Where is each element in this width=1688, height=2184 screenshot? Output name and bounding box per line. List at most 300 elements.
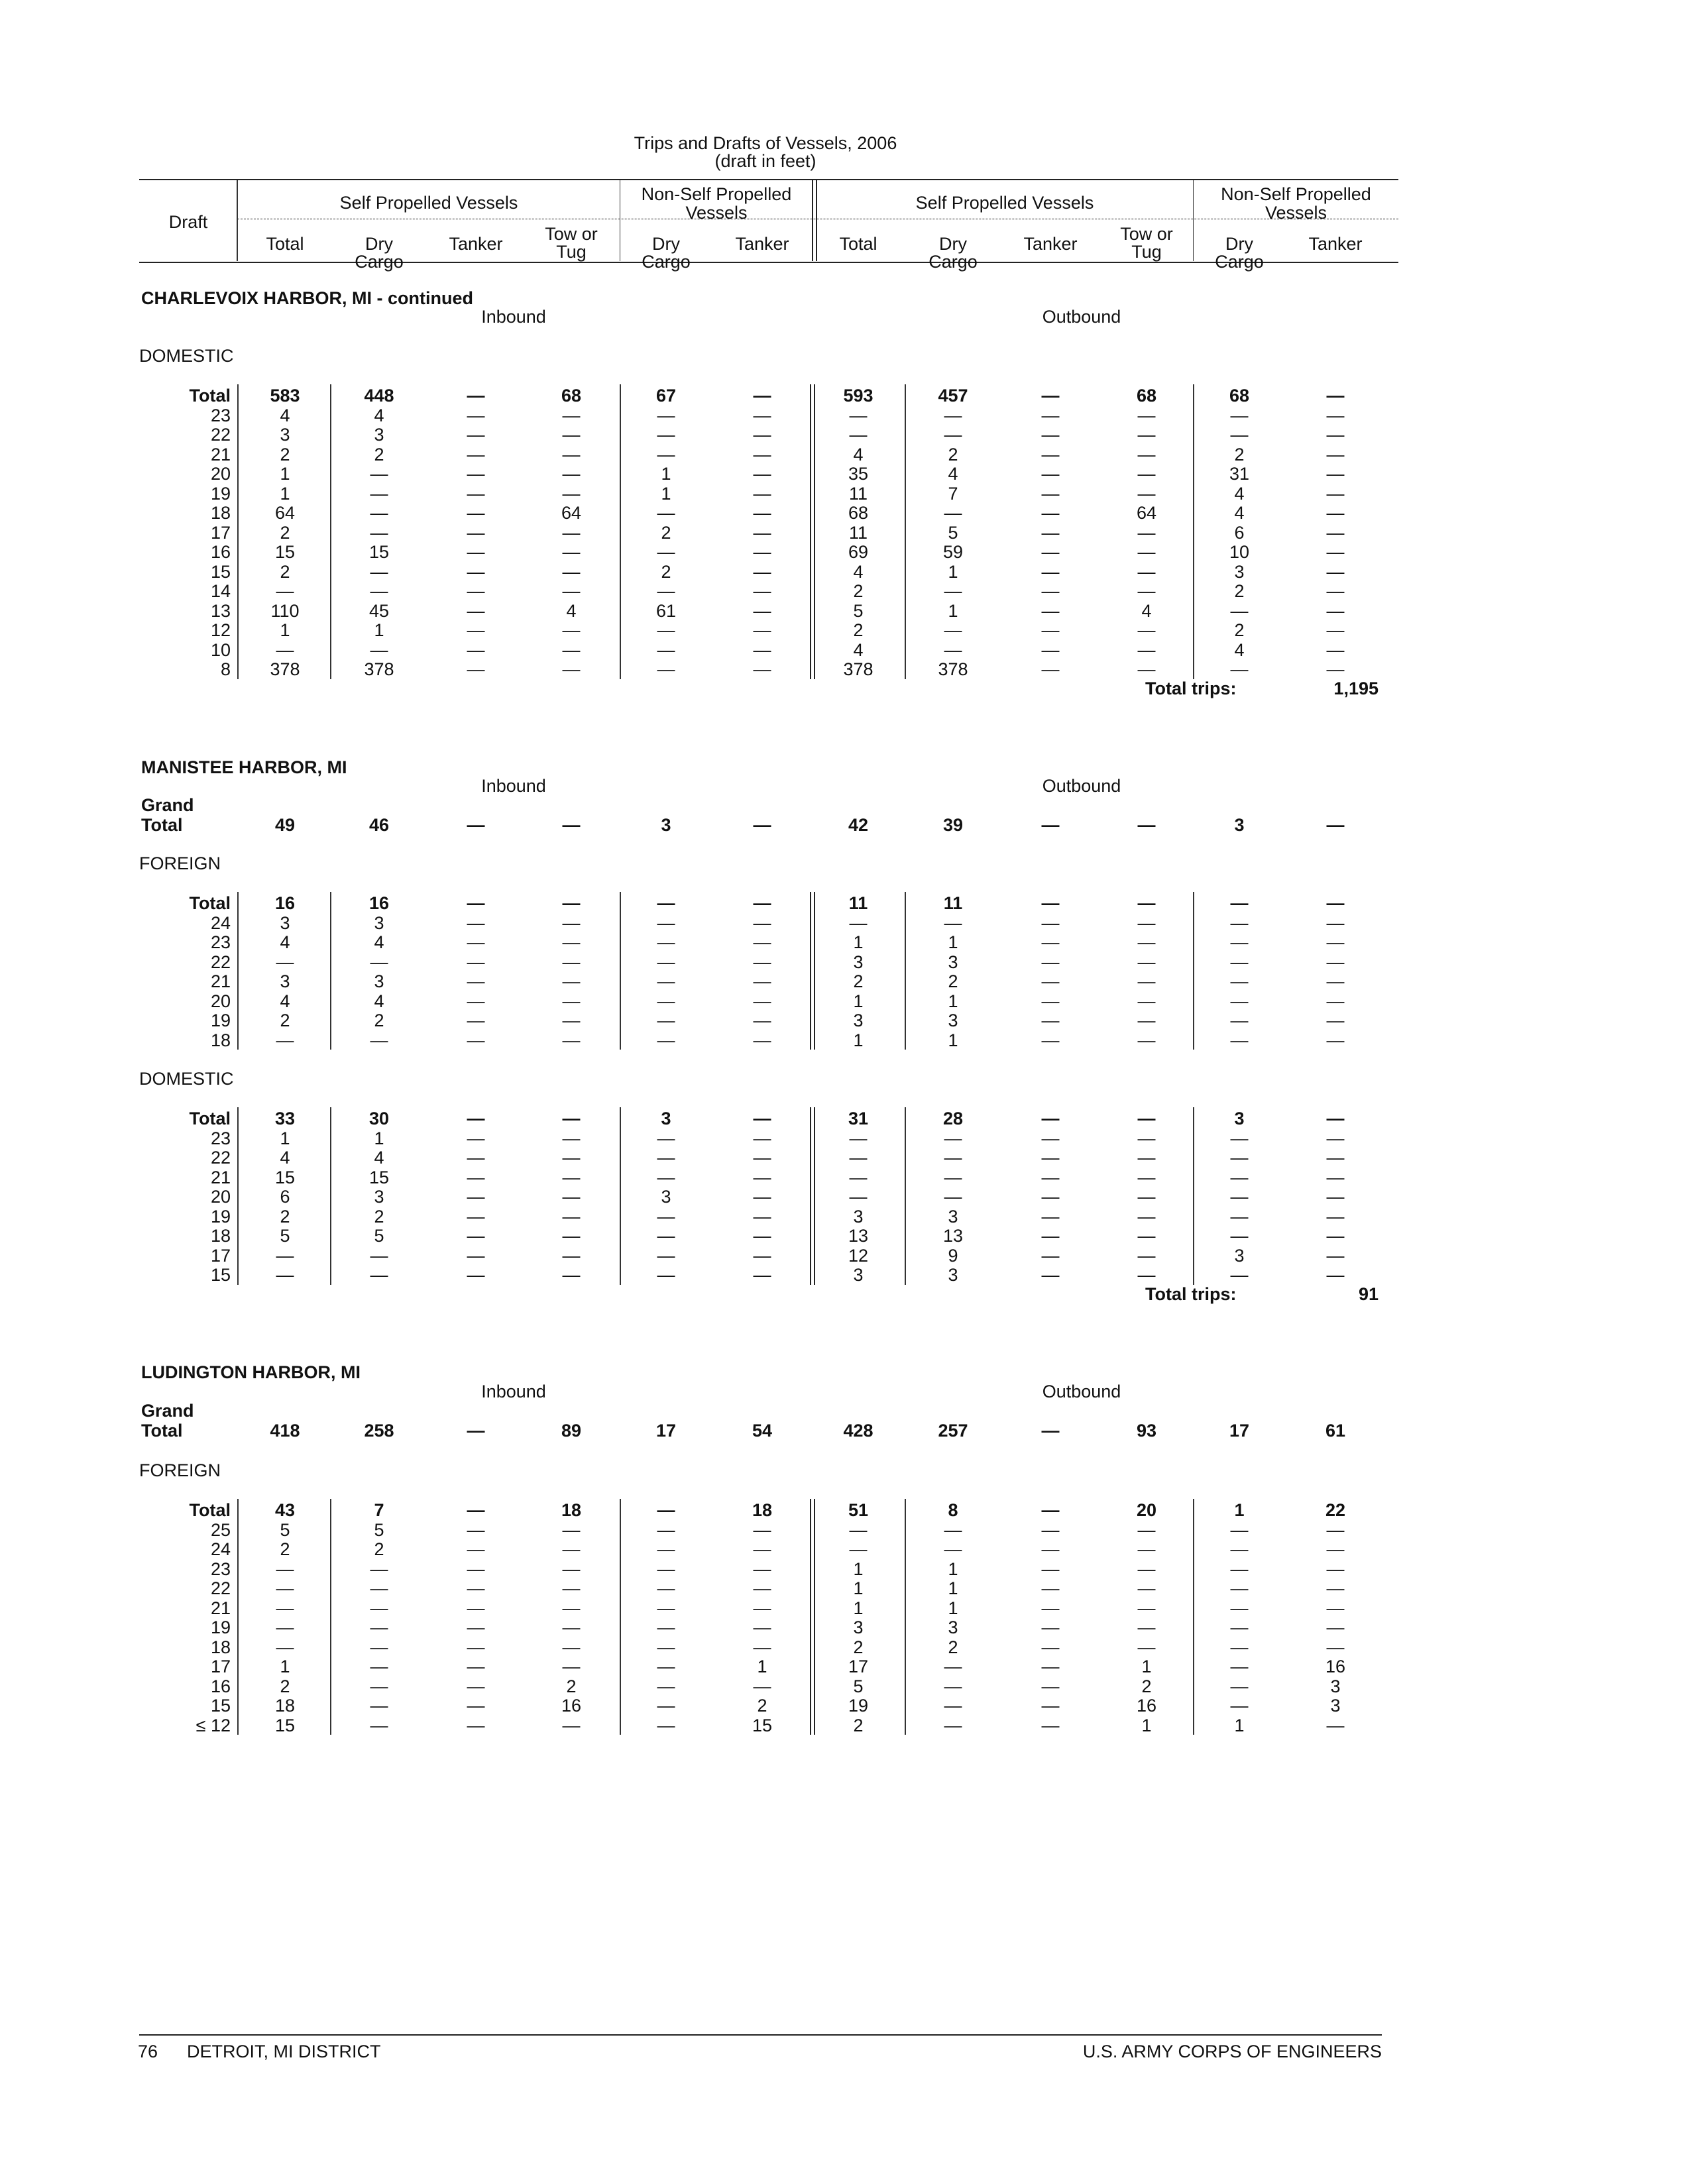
- value-cell: —: [1137, 1245, 1156, 1266]
- value-cell: —: [562, 1598, 581, 1618]
- value-cell: —: [1230, 659, 1249, 679]
- value-cell: —: [944, 1187, 962, 1207]
- grand-total-label: Grand: [141, 1401, 194, 1421]
- value-cell: —: [467, 639, 485, 660]
- value-cell: 16: [561, 1696, 582, 1716]
- value-cell: 1: [1141, 1657, 1152, 1676]
- value-cell: —: [1137, 932, 1156, 952]
- value-cell: —: [467, 971, 485, 991]
- column-rule: [237, 1107, 239, 1285]
- value-cell: 4: [374, 991, 384, 1011]
- value-cell: —: [1326, 1167, 1345, 1187]
- value-cell: —: [370, 503, 388, 523]
- grand-total-cell: 17: [655, 1421, 677, 1441]
- value-cell: —: [1326, 444, 1345, 464]
- draft-cell: 25: [210, 1519, 231, 1540]
- value-cell: —: [562, 620, 581, 640]
- value-cell: —: [1230, 912, 1249, 933]
- value-cell: —: [849, 1187, 868, 1207]
- value-cell: —: [944, 1657, 962, 1676]
- value-cell: —: [657, 1578, 675, 1598]
- value-cell: 2: [1234, 444, 1245, 464]
- value-cell: 11: [848, 522, 868, 543]
- column-rule: [810, 1107, 815, 1285]
- draft-cell: 18: [210, 1637, 231, 1657]
- grand-total-cell: —: [467, 815, 485, 835]
- value-cell: —: [944, 1676, 962, 1696]
- value-cell: —: [753, 1637, 771, 1657]
- non-self-propelled-header-inbound: Non-Self Propelled: [641, 184, 792, 204]
- value-cell: —: [1137, 1265, 1156, 1285]
- value-cell: —: [849, 1148, 868, 1168]
- value-cell: —: [1137, 542, 1156, 562]
- value-cell: 3: [661, 1187, 671, 1207]
- value-cell: —: [753, 971, 771, 991]
- value-cell: —: [753, 659, 771, 679]
- draft-cell: 17: [210, 522, 231, 543]
- value-cell: 1: [948, 1030, 958, 1050]
- value-cell: —: [657, 1206, 675, 1227]
- value-cell: —: [1326, 893, 1345, 913]
- value-cell: —: [370, 1558, 388, 1579]
- value-cell: —: [467, 425, 485, 445]
- non-self-propelled-header-outbound: Non-Self Propelled: [1221, 184, 1371, 204]
- value-cell: 4: [374, 932, 384, 952]
- value-cell: 22: [1325, 1500, 1346, 1520]
- value-cell: —: [562, 991, 581, 1011]
- value-cell: —: [1137, 971, 1156, 991]
- total-trips-label: Total trips:: [1145, 1284, 1237, 1304]
- value-cell: —: [944, 503, 962, 523]
- draft-cell: 23: [210, 405, 231, 425]
- value-cell: —: [370, 581, 388, 601]
- value-cell: —: [1230, 1010, 1249, 1030]
- value-cell: —: [657, 1715, 675, 1735]
- value-cell: —: [849, 425, 868, 445]
- draft-cell: 12: [210, 620, 231, 640]
- value-cell: —: [657, 1696, 675, 1716]
- value-cell: 28: [942, 1109, 964, 1128]
- value-cell: 2: [374, 444, 384, 464]
- inbound-label: Inbound: [481, 307, 546, 327]
- draft-cell: 18: [210, 1226, 231, 1246]
- value-cell: —: [657, 1148, 675, 1168]
- total-trips-label: Total trips:: [1145, 679, 1237, 698]
- block-label: DOMESTIC: [139, 1069, 234, 1089]
- value-cell: —: [1137, 620, 1156, 640]
- value-cell: 5: [280, 1226, 290, 1246]
- value-cell: —: [944, 1128, 962, 1148]
- draft-cell: 15: [210, 1696, 231, 1716]
- value-cell: —: [562, 542, 581, 562]
- value-cell: 1: [280, 483, 290, 504]
- value-cell: —: [657, 1519, 675, 1540]
- value-cell: —: [1041, 1109, 1060, 1128]
- value-cell: —: [467, 405, 485, 425]
- value-cell: 2: [280, 561, 290, 582]
- value-cell: 3: [374, 912, 384, 933]
- value-cell: 31: [848, 1109, 869, 1128]
- value-cell: —: [753, 1519, 771, 1540]
- value-cell: —: [1041, 542, 1060, 562]
- value-cell: —: [1041, 639, 1060, 660]
- value-cell: —: [562, 522, 581, 543]
- value-cell: —: [1041, 1617, 1060, 1637]
- value-cell: —: [753, 444, 771, 464]
- value-cell: —: [1230, 1696, 1249, 1716]
- grand-total-cell: —: [753, 815, 771, 835]
- value-cell: 2: [661, 561, 671, 582]
- value-cell: —: [753, 932, 771, 952]
- value-cell: 2: [1141, 1676, 1152, 1696]
- value-cell: —: [1326, 1558, 1345, 1579]
- value-cell: 3: [948, 1617, 958, 1637]
- value-cell: 593: [843, 386, 873, 406]
- value-cell: —: [657, 1128, 675, 1148]
- value-cell: 68: [1229, 386, 1250, 406]
- column-rule: [620, 1107, 621, 1285]
- value-cell: —: [1041, 1676, 1060, 1696]
- value-cell: —: [562, 1187, 581, 1207]
- grand-total-cell: —: [562, 815, 581, 835]
- value-cell: 19: [848, 1696, 869, 1716]
- value-cell: 2: [374, 1206, 384, 1227]
- page-subtitle: (draft in feet): [714, 151, 816, 171]
- footer-page-number: 76: [138, 2042, 158, 2061]
- value-cell: 1: [948, 991, 958, 1011]
- value-cell: —: [467, 991, 485, 1011]
- value-cell: —: [467, 1187, 485, 1207]
- value-cell: —: [657, 952, 675, 972]
- grand-total-label-2: Total: [141, 815, 183, 835]
- value-cell: —: [1326, 1206, 1345, 1227]
- draft-cell: 23: [210, 1128, 231, 1148]
- value-cell: 3: [1234, 561, 1245, 582]
- draft-cell: 14: [210, 581, 231, 601]
- value-cell: —: [467, 1539, 485, 1559]
- value-cell: 1: [948, 932, 958, 952]
- value-cell: 16: [1136, 1696, 1157, 1716]
- value-cell: —: [562, 464, 581, 484]
- value-cell: —: [849, 1128, 868, 1148]
- col-header: Tanker: [449, 234, 503, 254]
- grand-total-cell: 418: [270, 1421, 300, 1441]
- value-cell: —: [562, 1206, 581, 1227]
- value-cell: 4: [853, 639, 864, 660]
- value-cell: —: [467, 1206, 485, 1227]
- value-cell: —: [467, 620, 485, 640]
- value-cell: —: [657, 1500, 675, 1520]
- value-cell: —: [1230, 1265, 1249, 1285]
- value-cell: 2: [757, 1696, 767, 1716]
- value-cell: —: [1230, 600, 1249, 621]
- value-cell: 33: [274, 1109, 296, 1128]
- value-cell: 2: [948, 971, 958, 991]
- value-cell: —: [753, 542, 771, 562]
- value-cell: —: [753, 522, 771, 543]
- value-cell: —: [1230, 1676, 1249, 1696]
- grand-total-cell: —: [1041, 815, 1060, 835]
- value-cell: —: [1230, 1657, 1249, 1676]
- value-cell: 4: [374, 405, 384, 425]
- value-cell: —: [562, 971, 581, 991]
- value-cell: —: [467, 1657, 485, 1676]
- value-cell: —: [562, 912, 581, 933]
- value-cell: —: [1326, 1598, 1345, 1618]
- value-cell: —: [1041, 483, 1060, 504]
- value-cell: —: [467, 912, 485, 933]
- value-cell: —: [944, 1539, 962, 1559]
- value-cell: 69: [848, 542, 869, 562]
- value-cell: 15: [274, 1715, 296, 1735]
- value-cell: —: [1041, 1696, 1060, 1716]
- value-cell: 20: [1136, 1500, 1157, 1520]
- value-cell: —: [1230, 893, 1249, 913]
- value-cell: —: [1137, 1167, 1156, 1187]
- value-cell: —: [370, 1637, 388, 1657]
- value-cell: —: [1041, 444, 1060, 464]
- value-cell: 51: [848, 1500, 869, 1520]
- value-cell: —: [1137, 1128, 1156, 1148]
- value-cell: —: [753, 1148, 771, 1168]
- value-cell: —: [1137, 912, 1156, 933]
- value-cell: 64: [1136, 503, 1157, 523]
- value-cell: 3: [853, 952, 864, 972]
- value-cell: —: [753, 503, 771, 523]
- value-cell: 4: [280, 1148, 290, 1168]
- value-cell: 15: [368, 542, 390, 562]
- value-cell: —: [1041, 561, 1060, 582]
- value-cell: —: [1326, 483, 1345, 504]
- col-header-tug: Tug: [556, 242, 587, 262]
- value-cell: —: [467, 1245, 485, 1266]
- value-cell: —: [467, 1148, 485, 1168]
- value-cell: —: [753, 1187, 771, 1207]
- value-cell: 3: [948, 952, 958, 972]
- value-cell: 31: [1229, 464, 1250, 484]
- draft-cell: Total: [189, 1500, 231, 1520]
- value-cell: —: [276, 1637, 294, 1657]
- footer-district: DETROIT, MI DISTRICT: [187, 2042, 381, 2061]
- value-cell: 2: [948, 444, 958, 464]
- value-cell: —: [753, 1245, 771, 1266]
- value-cell: 2: [280, 1206, 290, 1227]
- col-header: Dry Cargo: [642, 234, 691, 272]
- value-cell: —: [467, 1500, 485, 1520]
- value-cell: 3: [853, 1265, 864, 1285]
- value-cell: —: [1230, 425, 1249, 445]
- draft-cell: 15: [210, 561, 231, 582]
- footer-agency: U.S. ARMY CORPS OF ENGINEERS: [1082, 2042, 1382, 2061]
- value-cell: 3: [948, 1265, 958, 1285]
- value-cell: 1: [280, 620, 290, 640]
- value-cell: —: [1230, 1148, 1249, 1168]
- value-cell: —: [370, 1696, 388, 1716]
- column-rule: [905, 892, 906, 1050]
- grand-total-cell: 54: [752, 1421, 773, 1441]
- value-cell: 8: [948, 1500, 958, 1520]
- value-cell: 3: [1330, 1696, 1341, 1716]
- value-cell: —: [1137, 639, 1156, 660]
- value-cell: —: [467, 542, 485, 562]
- value-cell: —: [1041, 1206, 1060, 1227]
- value-cell: —: [1326, 1519, 1345, 1540]
- value-cell: —: [753, 405, 771, 425]
- column-rule: [1193, 1499, 1194, 1735]
- value-cell: —: [467, 561, 485, 582]
- value-cell: —: [1041, 991, 1060, 1011]
- draft-cell: 23: [210, 932, 231, 952]
- grand-total-cell: 49: [274, 815, 296, 835]
- grand-total-cell: 258: [364, 1421, 394, 1441]
- value-cell: —: [562, 581, 581, 601]
- value-cell: 378: [364, 659, 394, 679]
- value-cell: —: [657, 912, 675, 933]
- value-cell: —: [1137, 991, 1156, 1011]
- draft-cell: 17: [210, 1245, 231, 1266]
- value-cell: —: [1041, 405, 1060, 425]
- grand-total-cell: 257: [938, 1421, 968, 1441]
- total-trips-value: 1,195: [1333, 679, 1379, 698]
- column-rule: [237, 892, 239, 1050]
- value-cell: —: [467, 581, 485, 601]
- value-cell: —: [1041, 659, 1060, 679]
- draft-cell: 20: [210, 991, 231, 1011]
- value-cell: 583: [270, 386, 300, 406]
- value-cell: —: [467, 1598, 485, 1618]
- value-cell: —: [944, 1715, 962, 1735]
- draft-cell: 22: [210, 952, 231, 972]
- value-cell: 2: [566, 1676, 577, 1696]
- value-cell: —: [467, 503, 485, 523]
- value-cell: —: [467, 932, 485, 952]
- value-cell: —: [1041, 1500, 1060, 1520]
- value-cell: —: [1230, 1167, 1249, 1187]
- value-cell: —: [1137, 1598, 1156, 1618]
- column-rule: [330, 384, 331, 679]
- grand-total-cell: 3: [1234, 815, 1245, 835]
- draft-cell: 23: [210, 1558, 231, 1579]
- value-cell: —: [370, 522, 388, 543]
- value-cell: —: [1326, 1148, 1345, 1168]
- value-cell: —: [1041, 1558, 1060, 1579]
- value-cell: —: [657, 405, 675, 425]
- value-cell: —: [1326, 581, 1345, 601]
- value-cell: —: [1326, 1245, 1345, 1266]
- value-cell: 4: [280, 932, 290, 952]
- value-cell: 2: [280, 1010, 290, 1030]
- value-cell: 1: [1141, 1715, 1152, 1735]
- value-cell: 6: [280, 1187, 290, 1207]
- value-cell: —: [562, 405, 581, 425]
- self-propelled-header-inbound: Self Propelled Vessels: [339, 193, 518, 213]
- draft-cell: 16: [210, 1676, 231, 1696]
- value-cell: 68: [848, 503, 869, 523]
- value-cell: —: [467, 600, 485, 621]
- value-cell: 4: [280, 991, 290, 1011]
- value-cell: —: [562, 1010, 581, 1030]
- value-cell: —: [1326, 1265, 1345, 1285]
- grand-total-cell: 89: [561, 1421, 582, 1441]
- value-cell: 68: [561, 386, 582, 406]
- value-cell: —: [370, 1578, 388, 1598]
- value-cell: —: [944, 639, 962, 660]
- value-cell: —: [753, 893, 771, 913]
- draft-cell: 18: [210, 503, 231, 523]
- value-cell: —: [944, 1148, 962, 1168]
- value-cell: 3: [280, 425, 290, 445]
- value-cell: 64: [561, 503, 582, 523]
- value-cell: —: [1137, 1539, 1156, 1559]
- value-cell: —: [944, 581, 962, 601]
- value-cell: 3: [1234, 1245, 1245, 1266]
- value-cell: —: [1137, 483, 1156, 504]
- value-cell: —: [1137, 1226, 1156, 1246]
- draft-cell: 13: [210, 600, 231, 621]
- value-cell: 1: [757, 1657, 767, 1676]
- value-cell: 1: [853, 1578, 864, 1598]
- value-cell: —: [370, 1657, 388, 1676]
- value-cell: —: [1326, 1226, 1345, 1246]
- value-cell: —: [1137, 659, 1156, 679]
- column-rule: [810, 384, 815, 679]
- value-cell: —: [562, 1578, 581, 1598]
- grand-total-cell: 93: [1136, 1421, 1157, 1441]
- value-cell: —: [562, 952, 581, 972]
- value-cell: —: [1137, 1010, 1156, 1030]
- value-cell: —: [276, 1265, 294, 1285]
- col-header-tug: Tug: [1131, 242, 1162, 262]
- value-cell: —: [753, 1539, 771, 1559]
- value-cell: 1: [948, 1598, 958, 1618]
- value-cell: —: [467, 1265, 485, 1285]
- value-cell: —: [1326, 639, 1345, 660]
- value-cell: 2: [853, 620, 864, 640]
- page-title: Trips and Drafts of Vessels, 2006: [634, 133, 897, 153]
- value-cell: —: [1137, 522, 1156, 543]
- value-cell: —: [1326, 1715, 1345, 1735]
- value-cell: —: [753, 600, 771, 621]
- grand-total-label-2: Total: [141, 1421, 183, 1441]
- value-cell: —: [657, 991, 675, 1011]
- grand-total-cell: 61: [1325, 1421, 1346, 1441]
- value-cell: 13: [942, 1226, 964, 1246]
- value-cell: 15: [274, 1167, 296, 1187]
- value-cell: —: [1326, 425, 1345, 445]
- value-cell: —: [562, 1558, 581, 1579]
- column-rule: [810, 892, 815, 1050]
- value-cell: 2: [853, 1715, 864, 1735]
- value-cell: —: [1326, 405, 1345, 425]
- value-cell: —: [1137, 1617, 1156, 1637]
- value-cell: —: [1326, 1010, 1345, 1030]
- value-cell: —: [467, 1109, 485, 1128]
- value-cell: —: [370, 1030, 388, 1050]
- draft-cell: 22: [210, 1148, 231, 1168]
- value-cell: —: [1326, 932, 1345, 952]
- draft-cell: 20: [210, 1187, 231, 1207]
- value-cell: —: [1230, 1030, 1249, 1050]
- value-cell: —: [1230, 991, 1249, 1011]
- value-cell: 378: [270, 659, 300, 679]
- value-cell: —: [370, 1265, 388, 1285]
- value-cell: —: [1041, 1226, 1060, 1246]
- value-cell: —: [657, 444, 675, 464]
- value-cell: —: [1041, 952, 1060, 972]
- value-cell: 457: [938, 386, 968, 406]
- value-cell: —: [562, 1657, 581, 1676]
- value-cell: —: [370, 1245, 388, 1266]
